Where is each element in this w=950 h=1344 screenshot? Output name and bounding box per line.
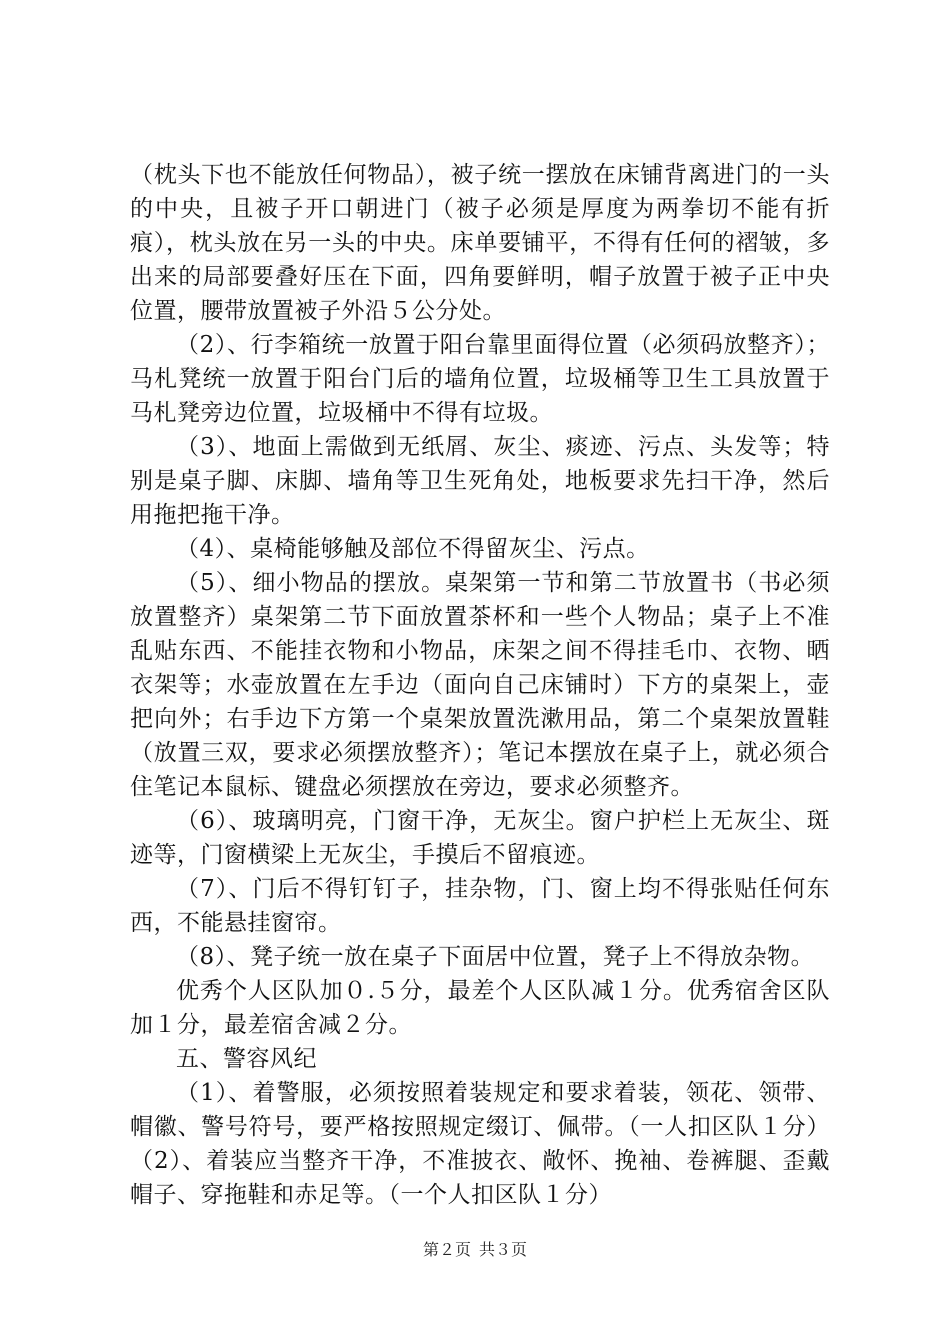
- paragraph-item-8: （8）、凳子统一放在桌子下面居中位置，凳子上不得放杂物。: [176, 944, 815, 970]
- page-total: 共３页: [479, 1240, 528, 1259]
- paragraph-item-5: （5）、细小物品的摆放。桌架第一节和第二节放置书（书必须放置整齐）桌架第二节下面放置茶杯和一些个人物品；桌子上不准乱贴东西、不能挂衣物和小物品，床架之间不得挂毛巾、衣物、晒衣架等；水壶放置在左手边（面向自己床铺时）下方的桌架上，壶把向外；右手边下方第一个桌架放置洗漱用品，第二个桌架放置鞋（放置三双，要求必须摆放整齐）；笔记本摆放在桌子上，就必须合住笔记本鼠标、键盘必须摆放在旁边，要求必须整齐。: [130, 570, 830, 800]
- page-footer: [0, 1240, 950, 1260]
- page-number: 第２页: [422, 1240, 471, 1259]
- paragraph-item-7: （7）、门后不得钉钉子，挂杂物，门、窗上均不得张贴任何东西，不能悬挂窗帘。: [130, 876, 830, 936]
- paragraph-scoring: 优秀个人区队加０.５分，最差个人区队减１分。优秀宿舍区队加１分，最差宿舍减２分。: [130, 978, 830, 1038]
- paragraph-item-3: （3）、地面上需做到无纸屑、灰尘、痰迹、污点、头发等；特别是桌子脚、床脚、墙角等卫生死角处，地板要求先扫干净，然后用拖把拖干净。: [130, 434, 830, 528]
- section-heading: 五、警容风纪: [176, 1046, 317, 1072]
- paragraph-item-6: （6）、玻璃明亮，门窗干净，无灰尘。窗户护栏上无灰尘、斑迹等，门窗横梁上无灰尘，手摸后不留痕迹。: [130, 808, 830, 868]
- document-body: [130, 158, 830, 1212]
- paragraph-item-2: （2）、行李箱统一放置于阳台靠里面得位置（必须码放整齐）；马札凳统一放置于阳台门后的墙角位置，垃圾桶等卫生工具放置于马札凳旁边位置，垃圾桶中不得有垃圾。: [130, 332, 830, 426]
- paragraph-uniform: （1）、着警服，必须按照着装规定和要求着装，领花、领带、帽徽、警号符号，要严格按照规定缀订、佩带。（一人扣区队１分）（2）、着装应当整齐干净，不准披衣、敞怀、挽袖、卷裤腿、歪戴帽子、穿拖鞋和赤足等。（一个人扣区队１分）: [130, 1080, 830, 1208]
- paragraph-item-4: （4）、桌椅能够触及部位不得留灰尘、污点。: [176, 536, 650, 562]
- paragraph-bedding: （枕头下也不能放任何物品），被子统一摆放在床铺背离进门的一头的中央，且被子开口朝进门（被子必须是厚度为两拳切不能有折痕），枕头放在另一头的中央。床单要铺平，不得有任何的褶皱，多出来的局部要叠好压在下面，四角要鲜明，帽子放置于被子正中央位置，腰带放置被子外沿５公分处。: [130, 162, 830, 324]
